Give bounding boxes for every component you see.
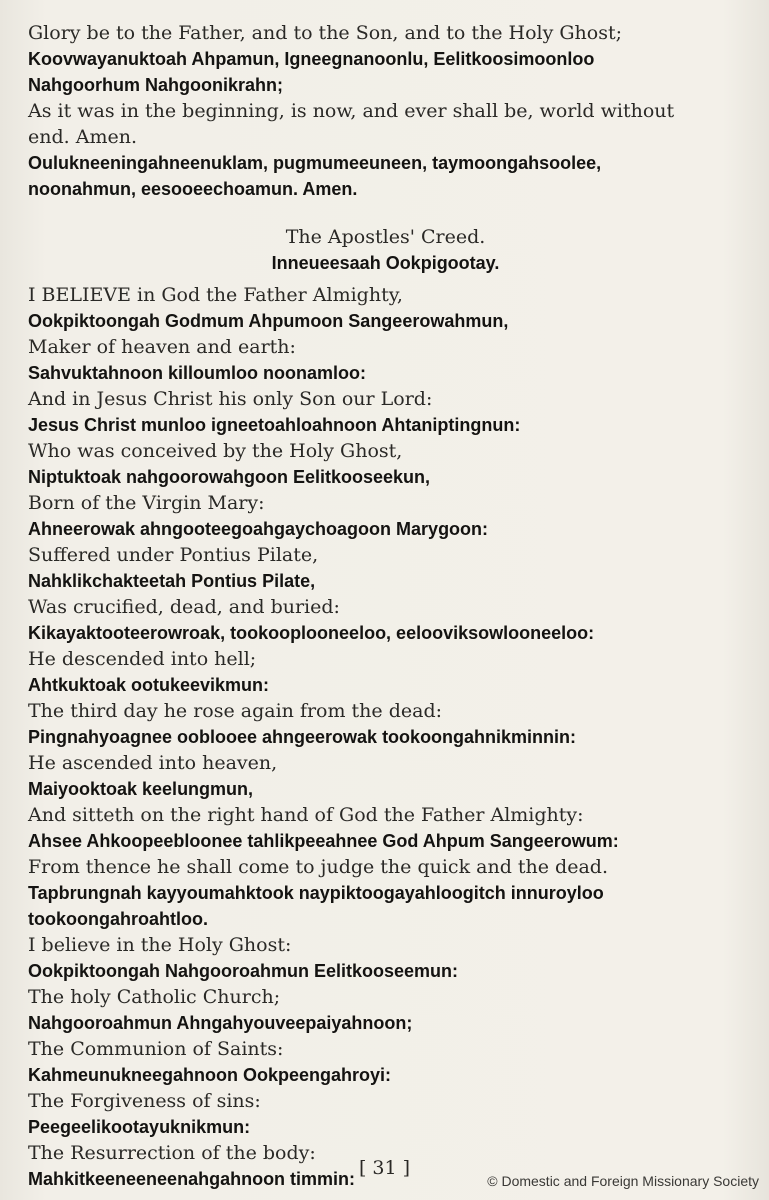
creed-english-line: I BELIEVE in God the Father Almighty,: [28, 284, 403, 306]
creed-verse: [28, 542, 743, 594]
creed-verse: [28, 282, 743, 334]
creed-english-line: The Forgiveness of sins:: [28, 1090, 261, 1112]
creed-native-line: Jesus Christ munloo igneetoahloahnoon Ahtaniptingnun:: [28, 415, 521, 435]
creed-native-line: Maiyooktoak keelungmun,: [28, 779, 254, 799]
creed-english-line: From thence he shall come to judge the quick and the dead.: [28, 856, 608, 878]
creed-verse: [28, 646, 743, 698]
creed-english-line: And in Jesus Christ his only Son our Lord:: [28, 388, 433, 410]
creed-english-line: Was crucified, dead, and buried:: [28, 596, 340, 618]
creed-verse: [28, 490, 743, 542]
creed-verse: [28, 854, 743, 932]
creed-native-line: Kahmeunukneegahnoon Ookpeengahroyi:: [28, 1065, 392, 1085]
gloria-english-line-3: end. Amen.: [28, 126, 137, 148]
page-content: [28, 20, 743, 1192]
creed-native-line: Ookpiktoongah Godmum Ahpumoon Sangeerowahmun,: [28, 311, 509, 331]
creed-english-line: Who was conceived by the Holy Ghost,: [28, 440, 403, 462]
creed-english-line: Born of the Virgin Mary:: [28, 492, 265, 514]
creed-verse: [28, 334, 743, 386]
creed-english-line: I believe in the Holy Ghost:: [28, 934, 292, 956]
gloria-native-line-2: Nahgoorhum Nahgoonikrahn;: [28, 75, 283, 95]
gloria-english-line-2: As it was in the beginning, is now, and ever shall be, world without: [28, 100, 675, 122]
gloria-english-line-1: Glory be to the Father, and to the Son, and to the Holy Ghost;: [28, 22, 623, 44]
creed-native-line: Pingnahyoagnee ooblooee ahngeerowak tookoongahnikminnin:: [28, 727, 577, 747]
creed-native-line: Ookpiktoongah Nahgooroahmun Eelitkooseemun:: [28, 961, 459, 981]
creed-english-line: Suffered under Pontius Pilate,: [28, 544, 319, 566]
creed-native-line: Nahgooroahmun Ahngahyouveepaiyahnoon;: [28, 1013, 413, 1033]
gloria-native-line-3: Oulukneeningahneenuklam, pugmumeeuneen, taymoongahsoolee,: [28, 153, 602, 173]
creed-native-line: Mahkitkeeneeneenahgahnoon timmin:: [28, 1169, 356, 1189]
creed-heading-english: The Apostles' Creed.: [285, 226, 486, 248]
creed-verse: [28, 750, 743, 802]
creed-verse: [28, 438, 743, 490]
creed-native-line: Tapbrungnah kayyoumahktook naypiktoogayahloogitch innuroyloo: [28, 883, 604, 903]
creed-native-line: Niptuktoak nahgoorowahgoon Eelitkooseekun,: [28, 467, 431, 487]
creed-english-line: The third day he rose again from the dead:: [28, 700, 443, 722]
creed-verse: [28, 386, 743, 438]
creed-native-line: Nahklikchakteetah Pontius Pilate,: [28, 571, 316, 591]
copyright-notice: © Domestic and Foreign Missionary Society: [487, 1173, 759, 1189]
gloria-section: [28, 20, 743, 202]
creed-english-line: Maker of heaven and earth:: [28, 336, 296, 358]
gloria-native-line-1: Koovwayanuktoah Ahpamun, Igneegnanoonlu, Eelitkoosimoonloo: [28, 49, 595, 69]
creed-verse: [28, 984, 743, 1036]
creed-native-line: Peegeelikootayuknikmun:: [28, 1117, 251, 1137]
creed-verse: [28, 802, 743, 854]
creed-verse: [28, 932, 743, 984]
creed-heading: [28, 224, 743, 276]
creed-native-line: Ahneerowak ahngooteegoahgaychoagoon Marygoon:: [28, 519, 489, 539]
creed-native-line-continued: tookoongahroahtloo.: [28, 909, 208, 929]
creed-native-line: Ahtkuktoak ootukeevikmun:: [28, 675, 270, 695]
creed-verse: [28, 1088, 743, 1140]
creed-english-line: He ascended into heaven,: [28, 752, 278, 774]
page-number: [ 31 ]: [358, 1157, 411, 1179]
creed-native-line: Sahvuktahnoon killoumloo noonamloo:: [28, 363, 366, 383]
creed-english-line: He descended into hell;: [28, 648, 257, 670]
creed-english-line: And sitteth on the right hand of God the Father Almighty:: [28, 804, 584, 826]
creed-verse: [28, 1036, 743, 1088]
gloria-native-line-4: noonahmun, eesooeechoamun. Amen.: [28, 179, 358, 199]
creed-verse: [28, 594, 743, 646]
creed-native-line: Kikayaktooteerowroak, tookooplooneeloo, eelooviksowlooneeloo:: [28, 623, 595, 643]
creed-english-line: The Communion of Saints:: [28, 1038, 284, 1060]
creed-native-line: Ahsee Ahkoopeebloonee tahlikpeeahnee God Ahpum Sangeerowum:: [28, 831, 619, 851]
creed-english-line: The holy Catholic Church;: [28, 986, 281, 1008]
creed-english-line: The Resurrection of the body:: [28, 1142, 316, 1164]
creed-body: [28, 282, 743, 1192]
creed-verse: [28, 698, 743, 750]
creed-heading-native: Inneueesaah Ookpigootay.: [271, 253, 500, 273]
